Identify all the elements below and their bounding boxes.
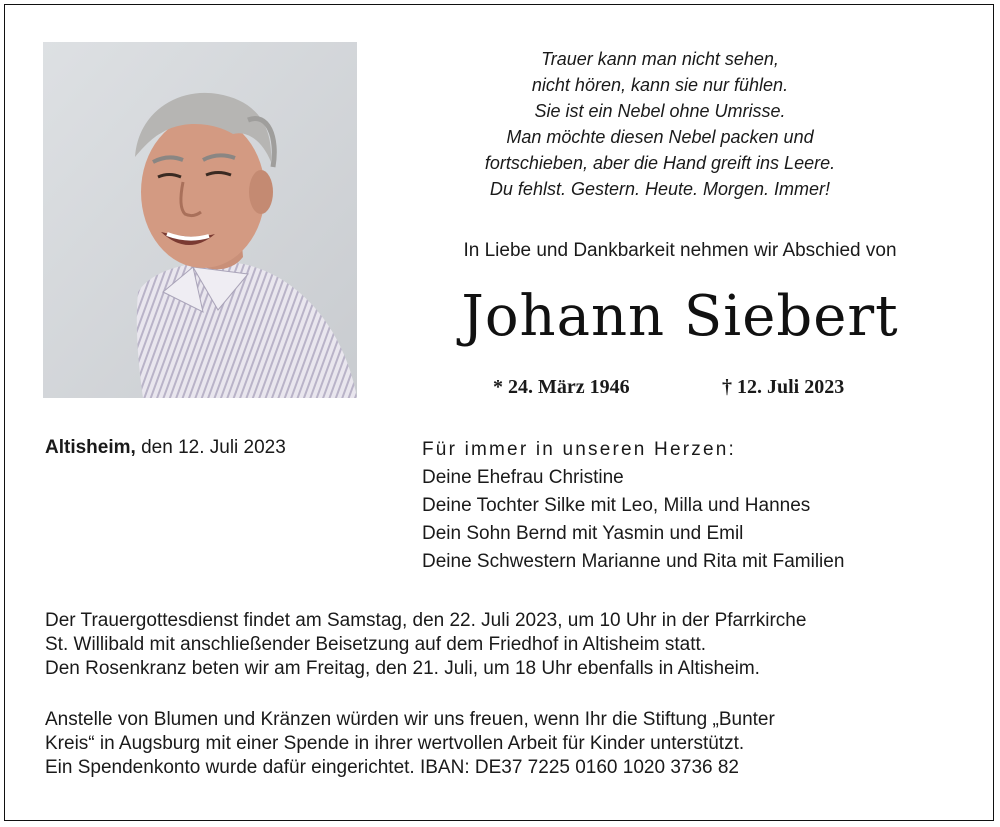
- service-info: [45, 609, 806, 681]
- donation-line: Anstelle von Blumen und Kränzen würden wir uns freuen, wenn Ihr die Stiftung „Bunter: [45, 709, 775, 730]
- notice-date: den 12. Juli 2023: [141, 437, 286, 458]
- portrait-photo: [43, 42, 357, 398]
- donation-line: Ein Spendenkonto wurde dafür eingerichtet. IBAN: DE37 7225 0160 1020 3736 82: [45, 757, 740, 778]
- family-member: Deine Ehefrau Christine: [422, 467, 624, 488]
- service-line: Der Trauergottesdienst findet am Samstag, den 22. Juli 2023, um 10 Uhr in der Pfarrkirche: [45, 610, 807, 631]
- birth-date: * 24. März 1946: [493, 376, 630, 398]
- poem-line: Man möchte diesen Nebel packen und: [506, 127, 814, 147]
- family-member: Deine Schwestern Marianne und Rita mit Familien: [422, 551, 845, 572]
- poem-line: Du fehlst. Gestern. Heute. Morgen. Immer!: [489, 179, 831, 199]
- poem-line: fortschieben, aber die Hand greift ins Leere.: [484, 153, 836, 173]
- family-member: Deine Tochter Silke mit Leo, Milla und Hannes: [422, 495, 811, 516]
- family-heading: Für immer in unseren Herzen:: [422, 439, 736, 460]
- service-line: St. Willibald mit anschließender Beisetzung auf dem Friedhof in Altisheim statt.: [45, 634, 707, 655]
- death-date: † 12. Juli 2023: [722, 376, 845, 398]
- donation-line: Kreis“ in Augsburg mit einer Spende in ihrer wertvollen Arbeit für Kinder unterstützt.: [45, 733, 745, 754]
- memorial-poem: [440, 46, 880, 202]
- place-and-date: [45, 437, 286, 459]
- deceased-name: Johann Siebert: [461, 284, 899, 349]
- farewell-intro: In Liebe und Dankbarkeit nehmen wir Abschied von: [463, 240, 897, 261]
- donation-info: [45, 708, 775, 780]
- place-name: Altisheim,: [45, 437, 136, 458]
- poem-line: Trauer kann man nicht sehen,: [541, 49, 779, 69]
- poem-line: nicht hören, kann sie nur fühlen.: [531, 75, 789, 95]
- family-list: [422, 436, 844, 576]
- poem-line: Sie ist ein Nebel ohne Umrisse.: [534, 101, 786, 121]
- family-member: Dein Sohn Bernd mit Yasmin und Emil: [422, 523, 744, 544]
- service-line: Den Rosenkranz beten wir am Freitag, den 21. Juli, um 18 Uhr ebenfalls in Altisheim.: [45, 658, 760, 679]
- portrait-illustration: [43, 42, 357, 398]
